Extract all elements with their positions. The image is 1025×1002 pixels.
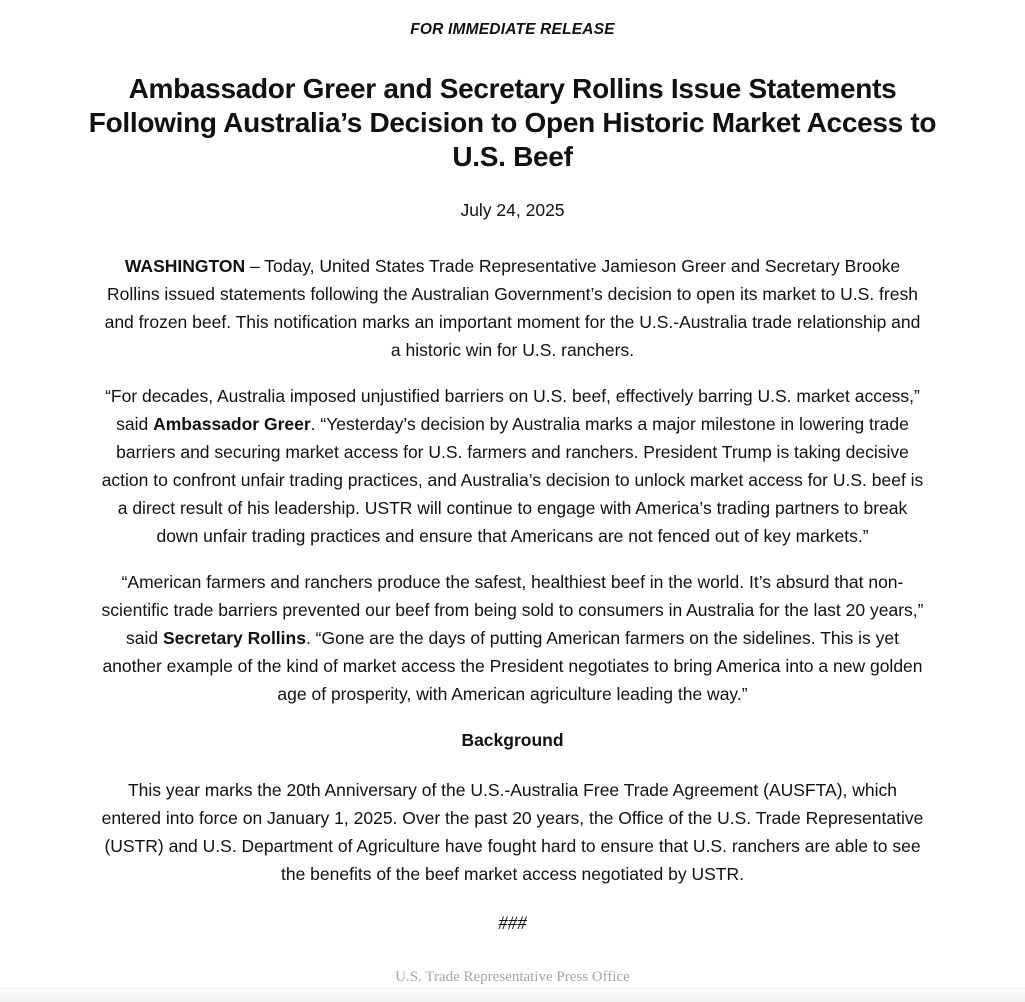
- bottom-edge-shadow: [0, 988, 1025, 1002]
- press-office-footer: U.S. Trade Representative Press Office: [395, 969, 630, 985]
- paragraph-dateline: WASHINGTON – Today, United States Trade Representative Jamieson Greer and Secretary Brooke Rollins issued statements following the Australian Government’s decision to open its market to U.S. fresh and frozen beef. This notification marks an important moment for the U.S.-Australia trade relationship and a historic win for U.S. ranchers.: [104, 256, 921, 360]
- paragraph-statement-secretary-rollins: “American farmers and ranchers produce the safest, healthiest beef in the world. It’s absurd that non- scientific trade barriers prevented our beef from being sold to consumers in Australia for the last 20 years,” said Secretary Rollins. “Gone are the days of putting American farmers on the sidelines. This is yet another example of the kind of market access the President negotiates to bring America into a new golden age of prosperity, with American agriculture leading the way.”: [101, 572, 924, 704]
- release-status-line: FOR IMMEDIATE RELEASE: [410, 21, 615, 38]
- paragraph-background: This year marks the 20th Anniversary of the U.S.-Australia Free Trade Agreement (AUSFTA), which entered into force on January 1, 2025. Over the past 20 years, the Office of the U.S. Trade Representative (USTR) and U.S. Department of Agriculture have fought hard to ensure that U.S. ranchers are able to see the benefits of the beef market access negotiated by USTR.: [101, 780, 924, 884]
- end-mark: ###: [498, 913, 527, 934]
- paragraph-statement-ambassador-greer: “For decades, Australia imposed unjustified barriers on U.S. beef, effectively barring U.S. market access,” said Ambassador Greer. “Yesterday’s decision by Australia marks a major milestone in lowering trade barriers and securing market access for U.S. farmers and ranchers. President Trump is taking decisive action to confront unfair trading practices, and Australia’s decision to unlock market access for U.S. beef is a direct result of his leadership. USTR will continue to engage with America’s trading partners to break down unfair trading practices and ensure that Americans are not fenced out of key markets.”: [101, 386, 924, 546]
- background-heading: Background: [461, 730, 564, 750]
- release-date: July 24, 2025: [460, 200, 565, 220]
- page-title: Ambassador Greer and Secretary Rollins Issue Statements Following Australia’s Decision to Open Historic Market Access to U.S. Beef: [88, 73, 937, 172]
